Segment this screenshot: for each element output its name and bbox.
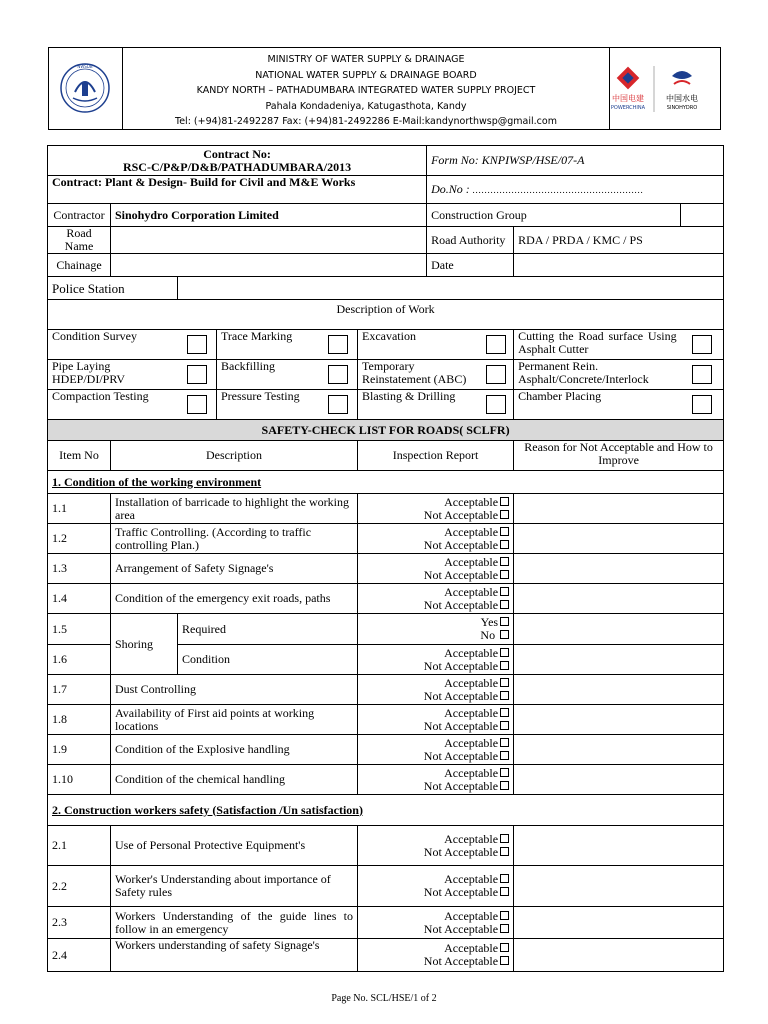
road-authority-label: Road Authority [427, 227, 514, 254]
powerchina-cn: 中国电建 [612, 94, 644, 103]
item-no: 1.7 [48, 675, 111, 705]
sinohydro-cn: 中国水电 [666, 94, 698, 103]
acceptable-checkbox[interactable] [500, 943, 509, 952]
item-no: 1.3 [48, 554, 111, 584]
construction-group-label: Construction Group [427, 204, 681, 227]
board-name: NATIONAL WATER SUPPLY & DRAINAGE BOARD [255, 69, 477, 81]
acceptable-label: Acceptable [444, 872, 499, 886]
acceptable-checkbox[interactable] [500, 587, 509, 596]
acceptable-label: Acceptable [444, 524, 499, 539]
item-description: Availability of First aid points at working locations [111, 705, 358, 735]
item-description: Condition of the Explosive handling [111, 735, 358, 765]
not-acceptable-label: Not Acceptable [423, 844, 499, 859]
contact-line: Tel: (+94)81-2492287 Fax: (+94)81-2492286 E-Mail:kandynorthwsp@gmail.com [175, 116, 557, 127]
shoring-label: Shoring [111, 614, 178, 675]
not-acceptable-label: Not Acceptable [423, 507, 499, 522]
item-description: Workers Understanding of the guide lines to follow in an emergency [111, 907, 358, 939]
acceptable-checkbox[interactable] [500, 648, 509, 657]
do-no-label: Do.No : [431, 181, 470, 196]
inspection-options [358, 939, 514, 972]
chainage-value[interactable] [111, 254, 427, 277]
not-acceptable-label: Not Acceptable [423, 597, 499, 612]
not-acceptable-checkbox[interactable] [500, 600, 509, 609]
police-station-label: Police Station [48, 277, 178, 300]
reason-field[interactable] [514, 645, 724, 675]
item-no: 1.4 [48, 584, 111, 614]
acceptable-checkbox[interactable] [500, 557, 509, 566]
reason-field[interactable] [514, 866, 724, 907]
do-no-field[interactable] [427, 176, 724, 204]
item-description: Installation of barricade to highlight the working area [111, 494, 358, 524]
item-no: 1.8 [48, 705, 111, 735]
not-acceptable-label: Not Acceptable [423, 778, 499, 793]
work-type-checkbox[interactable] [328, 395, 348, 414]
inspection-options [358, 554, 514, 584]
reason-field[interactable] [514, 554, 724, 584]
item-description: Worker's Understanding about importance of Safety rules [111, 866, 358, 907]
item-no: 1.1 [48, 494, 111, 524]
inspection-options [358, 765, 514, 795]
item-no: 1.10 [48, 765, 111, 795]
acceptable-label: Acceptable [444, 941, 499, 955]
acceptable-label: Acceptable [444, 908, 499, 923]
checklist-title: SAFETY-CHECK LIST FOR ROADS( SCLFR) [48, 420, 724, 441]
contract-description: Contract: Plant & Design- Build for Civil and M&E Works [48, 176, 427, 204]
work-type-checkbox[interactable] [187, 335, 207, 354]
work-type-label: Chamber Placing [514, 390, 681, 420]
section-1-title: 1. Condition of the working environment [48, 471, 724, 494]
item-no: 2.1 [48, 826, 111, 866]
section-2-title: 2. Construction workers safety (Satisfaction /Un satisfaction) [48, 795, 724, 826]
not-acceptable-checkbox[interactable] [500, 781, 509, 790]
acceptable-checkbox[interactable] [500, 738, 509, 747]
item-no: 1.6 [48, 645, 111, 675]
letterhead [48, 47, 721, 130]
construction-group-value[interactable] [681, 204, 724, 227]
not-acceptable-checkbox[interactable] [500, 510, 509, 519]
road-name-label: Road Name [48, 227, 111, 254]
acceptable-label: Acceptable [444, 675, 499, 690]
not-acceptable-label: Not Acceptable [423, 567, 499, 582]
do-no-dots: ………………………………………………… [472, 184, 644, 195]
not-acceptable-checkbox[interactable] [500, 661, 509, 670]
acceptable-checkbox[interactable] [500, 527, 509, 536]
work-type-label: Trace Marking [217, 330, 319, 360]
work-type-label: Backfilling [217, 360, 319, 390]
svg-text:NWSDB: NWSDB [77, 64, 93, 69]
no-checkbox[interactable] [500, 630, 509, 639]
inspection-options [358, 735, 514, 765]
work-type-label: Pipe Laying HDEP/DI/PRV [48, 360, 178, 390]
work-type-checkbox[interactable] [486, 365, 506, 384]
work-type-label: Condition Survey [48, 330, 178, 360]
item-description: Traffic Controlling. (According to traffic controlling Plan.) [111, 524, 358, 554]
item-no: 2.4 [48, 939, 111, 972]
reason-field[interactable] [514, 524, 724, 554]
work-type-checkbox[interactable] [328, 335, 348, 354]
not-acceptable-checkbox[interactable] [500, 570, 509, 579]
not-acceptable-label: Not Acceptable [423, 688, 499, 703]
reason-field[interactable] [514, 939, 724, 972]
not-acceptable-label: Not Acceptable [423, 718, 499, 733]
reason-field[interactable] [514, 675, 724, 705]
not-acceptable-checkbox[interactable] [500, 956, 509, 965]
sinohydro-logo [666, 71, 698, 111]
inspection-options [358, 645, 514, 675]
acceptable-label: Acceptable [444, 494, 499, 509]
chainage-label: Chainage [48, 254, 111, 277]
acceptable-label: Acceptable [444, 645, 499, 660]
police-station-value[interactable] [178, 277, 724, 300]
road-authority-value: RDA / PRDA / KMC / PS [514, 227, 724, 254]
nwsdb-logo [49, 48, 123, 129]
contract-no-label: Contract No: [203, 146, 271, 161]
work-type-label: Temporary Reinstatement (ABC) [358, 360, 480, 390]
contract-no-value: RSC-C/P&P/D&B/PATHADUMBARA/2013 [122, 159, 352, 174]
work-type-checkbox[interactable] [328, 365, 348, 384]
not-acceptable-checkbox[interactable] [500, 691, 509, 700]
road-name-value[interactable] [111, 227, 427, 254]
acceptable-label: Acceptable [444, 831, 499, 846]
not-acceptable-label: Not Acceptable [423, 748, 499, 763]
no-label: No [480, 628, 496, 642]
not-acceptable-checkbox[interactable] [500, 924, 509, 933]
not-acceptable-checkbox[interactable] [500, 540, 509, 549]
contractor-label: Contractor [48, 204, 111, 227]
item-description: Use of Personal Protective Equipment's [111, 826, 358, 866]
acceptable-checkbox[interactable] [500, 678, 509, 687]
item-no: 1.2 [48, 524, 111, 554]
inspection-options [358, 524, 514, 554]
page-number: Page No. SCL/HSE/1 of 2 [331, 993, 437, 1004]
project-name: KANDY NORTH – PATHADUMBARA INTEGRATED WATER SUPPLY PROJECT [196, 85, 536, 96]
item-description: Condition of the chemical handling [111, 765, 358, 795]
work-type-label: Cutting the Road surface Using Asphalt Cutter [514, 330, 681, 360]
item-description: Condition of the emergency exit roads, paths [111, 584, 358, 614]
work-type-checkbox[interactable] [187, 365, 207, 384]
item-no: 1.5 [48, 614, 111, 645]
col-item-no: Item No [48, 441, 111, 471]
not-acceptable-checkbox[interactable] [500, 887, 509, 896]
work-type-checkbox[interactable] [692, 395, 712, 414]
description-of-work-heading: Description of Work [48, 300, 724, 330]
yes-label: Yes [480, 615, 499, 629]
not-acceptable-label: Not Acceptable [423, 885, 499, 899]
yes-checkbox[interactable] [500, 617, 509, 626]
reason-field[interactable] [514, 705, 724, 735]
acceptable-label: Acceptable [444, 554, 499, 569]
acceptable-checkbox[interactable] [500, 874, 509, 883]
item-no: 2.3 [48, 907, 111, 939]
acceptable-label: Acceptable [444, 765, 499, 780]
date-value[interactable] [514, 254, 724, 277]
acceptable-label: Acceptable [444, 705, 499, 720]
col-inspection-report: Inspection Report [358, 441, 514, 471]
contractor-value: Sinohydro Corporation Limited [111, 204, 427, 227]
not-acceptable-checkbox[interactable] [500, 751, 509, 760]
inspection-options [358, 675, 514, 705]
powerchina-en: POWERCHINA [610, 105, 646, 111]
work-type-label: Compaction Testing [48, 390, 178, 420]
letterhead-text [122, 52, 610, 130]
work-type-checkbox[interactable] [692, 365, 712, 384]
col-description: Description [111, 441, 358, 471]
powerchina-logo [611, 67, 646, 111]
reason-field[interactable] [514, 735, 724, 765]
reason-field[interactable] [514, 614, 724, 645]
reason-field[interactable] [514, 765, 724, 795]
acceptable-label: Acceptable [444, 584, 499, 599]
inspection-options [358, 907, 514, 939]
address: Pahala Kondadeniya, Katugasthota, Kandy [265, 100, 467, 112]
not-acceptable-label: Not Acceptable [423, 658, 499, 673]
work-type-checkbox[interactable] [486, 335, 506, 354]
item-description: Arrangement of Safety Signage's [111, 554, 358, 584]
work-type-label: Pressure Testing [217, 390, 319, 420]
ministry-name: MINISTRY OF WATER SUPPLY & DRAINAGE [267, 54, 465, 65]
acceptable-checkbox[interactable] [500, 768, 509, 777]
not-acceptable-label: Not Acceptable [423, 537, 499, 552]
partner-logos [609, 48, 720, 129]
date-label: Date [427, 254, 514, 277]
item-no: 1.9 [48, 735, 111, 765]
form-no: Form No: KNPIWSP/HSE/07-A [427, 146, 724, 176]
acceptable-label: Acceptable [444, 735, 499, 750]
work-type-label: Excavation [358, 330, 480, 360]
contract-no-cell [48, 146, 427, 176]
inspection-options [358, 584, 514, 614]
item-description: Condition [178, 645, 358, 675]
acceptable-checkbox[interactable] [500, 834, 509, 843]
not-acceptable-label: Not Acceptable [423, 954, 499, 968]
not-acceptable-label: Not Acceptable [423, 921, 499, 936]
not-acceptable-checkbox[interactable] [500, 847, 509, 856]
reason-field[interactable] [514, 584, 724, 614]
acceptable-checkbox[interactable] [500, 497, 509, 506]
item-description: Dust Controlling [111, 675, 358, 705]
reason-field[interactable] [514, 494, 724, 524]
work-type-checkbox[interactable] [187, 395, 207, 414]
inspection-options [358, 705, 514, 735]
item-description: Required [178, 614, 358, 645]
item-description: Workers understanding of safety Signage's [111, 939, 358, 972]
acceptable-checkbox[interactable] [500, 911, 509, 920]
work-type-checkbox[interactable] [692, 335, 712, 354]
sinohydro-en: SINOHYDRO [666, 105, 698, 111]
inspection-options [358, 826, 514, 866]
acceptable-checkbox[interactable] [500, 708, 509, 717]
col-reason: Reason for Not Acceptable and How to Improve [514, 441, 724, 471]
inspection-options [358, 866, 514, 907]
not-acceptable-checkbox[interactable] [500, 721, 509, 730]
work-type-checkbox[interactable] [486, 395, 506, 414]
inspection-options [358, 614, 514, 645]
inspection-options [358, 494, 514, 524]
work-type-label: Permanent Rein. Asphalt/Concrete/Interlock [514, 360, 681, 390]
reason-field[interactable] [514, 826, 724, 866]
item-no: 2.2 [48, 866, 111, 907]
safety-checklist-form [47, 145, 724, 972]
work-type-label: Blasting & Drilling [358, 390, 480, 420]
reason-field[interactable] [514, 907, 724, 939]
